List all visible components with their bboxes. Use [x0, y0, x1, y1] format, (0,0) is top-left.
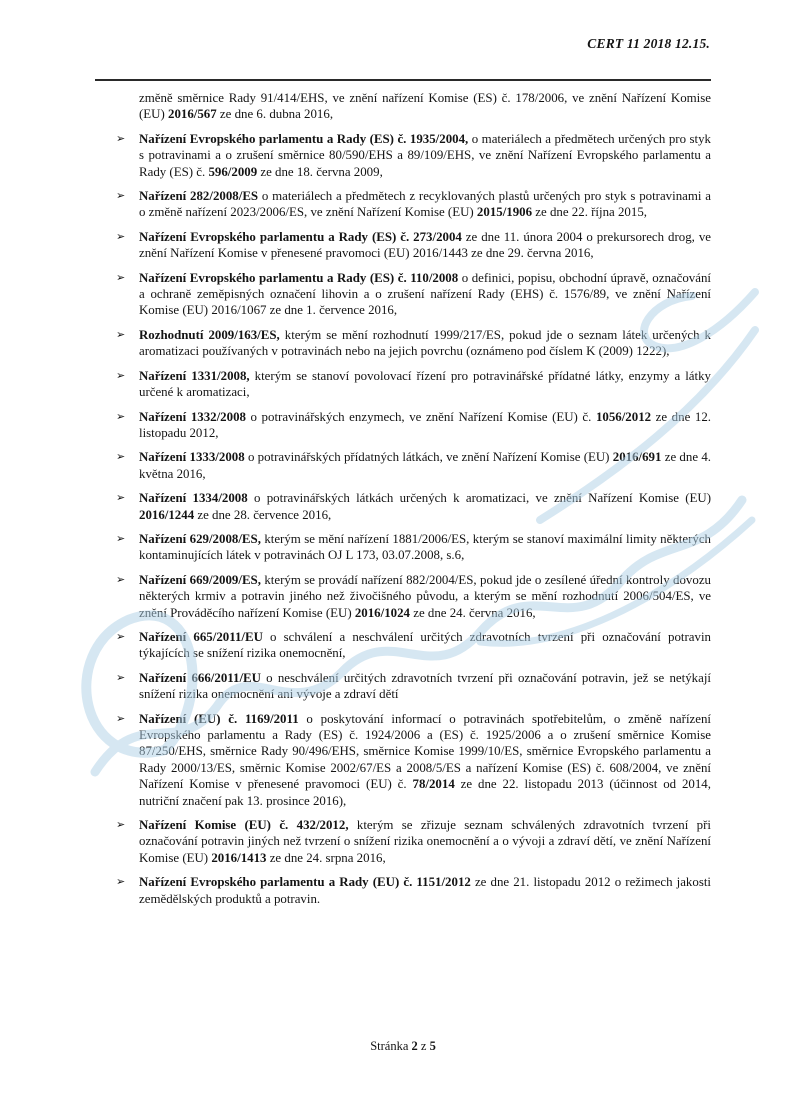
bullet-arrow-icon: ➢	[116, 270, 126, 284]
bullet-arrow-icon: ➢	[116, 189, 126, 203]
bullet-arrow-icon: ➢	[116, 818, 126, 832]
text-segment: o potravinářských enzymech, ve znění Nařízení Komise (EU) č.	[245, 409, 596, 424]
text-segment: kterým se provádí nařízení 882/2004/ES, pokud jde o zesílené úřední kontroly dovozu některých krmiv a potravin jiného než živočišného původu, a kterým se mění rozhodnutí 2006/504/ES, ve znění Prováděcího nařízení Komise (EU)	[139, 572, 711, 620]
bullet-arrow-icon: ➢	[116, 629, 126, 643]
text-segment: o definici, popisu, obchodní úpravě, označování a ochraně zeměpisných označení lihovin a o zrušení nařízení Rady (EHS) č. 1576/89, ve znění Nařízení Komise (EU) 2016/1067 ze dne 1. července 2016,	[139, 270, 711, 318]
text-segment: 1056/2012	[595, 409, 652, 424]
bullet-arrow-icon: ➢	[116, 491, 126, 505]
list-item	[116, 131, 711, 180]
text-segment: 2016/567	[168, 107, 217, 122]
text-segment: ze dne 28. července 2016,	[194, 507, 332, 522]
page-footer	[95, 1039, 711, 1054]
text-segment: Nařízení Evropského parlamentu a Rady (EU) č. 1151/2012	[139, 875, 471, 890]
list-item	[116, 817, 711, 866]
text-segment: Nařízení 666/2011/EU	[139, 670, 261, 685]
text-segment: o neschválení určitých zdravotních tvrzení při označování potravin, jež se netýkají snížení rizika onemocnění ani vývoje a zdraví dětí	[139, 670, 712, 702]
text-segment: kterým se mění nařízení 1881/2006/ES, kterým se stanoví maximální limity některých kontaminujících látek v potravinách OJ L 173, 03.07.2008, s.6,	[139, 531, 711, 563]
text-segment: ze dne 18. června 2009,	[257, 164, 383, 179]
bullet-arrow-icon: ➢	[116, 368, 126, 382]
text-segment: 2	[411, 1039, 418, 1053]
text-segment: 2016/1413	[211, 850, 267, 865]
divider	[95, 79, 711, 81]
list-item	[116, 670, 712, 703]
text-segment: ze dne 21. listopadu 2012 o režimech jakosti zemědělských produktů a potravin.	[139, 875, 711, 906]
bullet-arrow-icon: ➢	[116, 327, 126, 341]
text-segment: o schválení a neschválení určitých zdravotních tvrzení při označování potravin týkajících se snížení rizika onemocnění,	[139, 629, 711, 661]
text-segment: ze dne 12. listopadu 2012,	[139, 409, 711, 440]
text-segment: ze dne 22. října 2015,	[532, 205, 647, 220]
list-item	[139, 90, 711, 123]
text-segment: 2016/1024	[354, 605, 410, 620]
text-segment: ze dne 24. srpna 2016,	[266, 850, 386, 865]
paragraph-list	[116, 90, 712, 907]
bullet-arrow-icon: ➢	[116, 409, 126, 423]
text-segment: o poskytování informací o potravinách spotřebitelům, o změně nařízení Evropského parlamentu a Rady (ES) č. 1924/2006 a (ES) č. 1925/2006 a o zrušení směrnice Komise 87/250/EHS, směrnice Rady 90/496/EHS, směrnice Komise 1999/10/ES, směrnice Evropského parlamentu a Rady 2000/13/ES, směrnic Komise 2002/67/ES a 2008/5/ES a nařízení Komise (ES) č. 608/2004, ve znění Nařízení Komise v přenesené pravomoci (EU) č.	[139, 711, 711, 792]
list-item	[116, 229, 711, 262]
text-segment: 78/2014	[412, 777, 455, 792]
text-segment: Nařízení Evropského parlamentu a Rady (ES) č. 1935/2004,	[139, 131, 469, 146]
text-segment: ze dne 11. února 2004 o prekursorech drog, ve znění Nařízení Komise v přenesené pravomoci (EU) 2016/1443 ze dne 29. června 2016,	[139, 229, 711, 261]
text-segment: Nařízení 665/2011/EU	[139, 629, 263, 644]
list-item	[116, 874, 711, 907]
list-item	[116, 409, 711, 442]
text-segment: kterým se stanoví povolovací řízení pro potravinářské přídatné látky, enzymy a látky určené k aromatizaci,	[139, 368, 711, 400]
text-segment: Nařízení 1331/2008,	[139, 368, 250, 383]
bullet-arrow-icon: ➢	[116, 572, 126, 586]
text-segment: ze dne 4. května 2016,	[139, 450, 711, 481]
list-item	[116, 531, 711, 564]
list-item	[116, 711, 711, 809]
text-segment: ze dne 24. června 2016,	[410, 605, 536, 620]
text-segment: o potravinářských látkách určených k aromatizaci, ve znění Nařízení Komise (EU)	[247, 491, 711, 506]
list-item	[116, 449, 711, 482]
list-item	[116, 490, 711, 523]
bullet-arrow-icon: ➢	[116, 131, 126, 145]
bullet-arrow-icon: ➢	[116, 711, 126, 725]
text-segment: ze dne 6. dubna 2016,	[216, 107, 334, 122]
text-segment: kterým se zřizuje seznam schválených zdravotních tvrzení při označování potravin jiných než tvrzení o snížení rizika onemocnění a o vývoji a zdraví dětí, ve znění Nařízení Komise (EU)	[139, 818, 711, 865]
text-segment: Nařízení 282/2008/ES	[139, 189, 259, 204]
text-segment: Nařízení Evropského parlamentu a Rady (ES) č. 273/2004	[139, 229, 462, 244]
text-segment: 2015/1906	[476, 205, 533, 220]
text-segment: Rozhodnutí 2009/163/ES,	[139, 327, 280, 342]
text-segment: Nařízení Evropského parlamentu a Rady (ES) č. 110/2008	[139, 270, 459, 285]
text-segment: Nařízení 1332/2008	[139, 409, 246, 424]
text-segment: 596/2009	[208, 164, 258, 179]
list-item	[116, 572, 711, 621]
text-segment: Nařízení 1333/2008	[139, 450, 245, 465]
text-segment: ze dne 22. listopadu 2013 (účinnost od 2014, nutriční značení pak 13. prosince 2016),	[139, 777, 711, 808]
text-segment: Stránka	[370, 1039, 412, 1053]
text-segment: Nařízení 1334/2008	[139, 491, 248, 506]
list-item	[116, 188, 711, 221]
bullet-arrow-icon: ➢	[116, 670, 126, 684]
document-body	[116, 90, 712, 915]
bullet-arrow-icon: ➢	[116, 450, 126, 464]
list-item	[116, 629, 711, 662]
list-item	[116, 368, 711, 401]
header-note: CERT 11 2018 12.15.	[587, 36, 710, 51]
text-segment: Nařízení 669/2009/ES,	[139, 572, 261, 587]
text-segment: o materiálech a předmětech z recyklovaných plastů určených pro styk s potravinami a o změně nařízení 2023/2006/ES, ve znění Nařízení Komise (EU)	[139, 189, 711, 220]
text-segment: Nařízení 629/2008/ES,	[139, 531, 261, 546]
text-segment: 2016/1244	[139, 507, 195, 522]
text-segment: z	[417, 1039, 430, 1053]
text-segment: kterým se mění rozhodnutí 1999/217/ES, pokud jde o seznam látek určených k aromatizaci používaných v potravinách nebo na jejich povrchu (oznámeno pod číslem K (2009) 1222),	[139, 327, 711, 359]
list-item	[116, 270, 711, 319]
bullet-arrow-icon: ➢	[116, 531, 126, 545]
list-item	[116, 327, 711, 360]
text-segment: Nařízení (EU) č. 1169/2011	[139, 711, 299, 726]
text-segment: o potravinářských přídatných látkách, ve znění Nařízení Komise (EU)	[244, 450, 613, 465]
text-segment: Nařízení Komise (EU) č. 432/2012,	[139, 818, 349, 833]
text-segment: 2016/691	[612, 450, 662, 465]
bullet-arrow-icon: ➢	[116, 229, 126, 243]
text-segment: 5	[429, 1039, 436, 1053]
text-segment: změně směrnice Rady 91/414/EHS, ve znění nařízení Komise (ES) č. 178/2006, ve znění Nařízení Komise (EU)	[139, 91, 711, 122]
bullet-arrow-icon: ➢	[116, 875, 126, 889]
text-segment: o materiálech a předmětech určených pro styk s potravinami a o zrušení směrnice 80/590/EHS a 89/109/EHS, ve znění Nařízení Evropského parlamentu a Rady (ES) č.	[139, 131, 711, 179]
